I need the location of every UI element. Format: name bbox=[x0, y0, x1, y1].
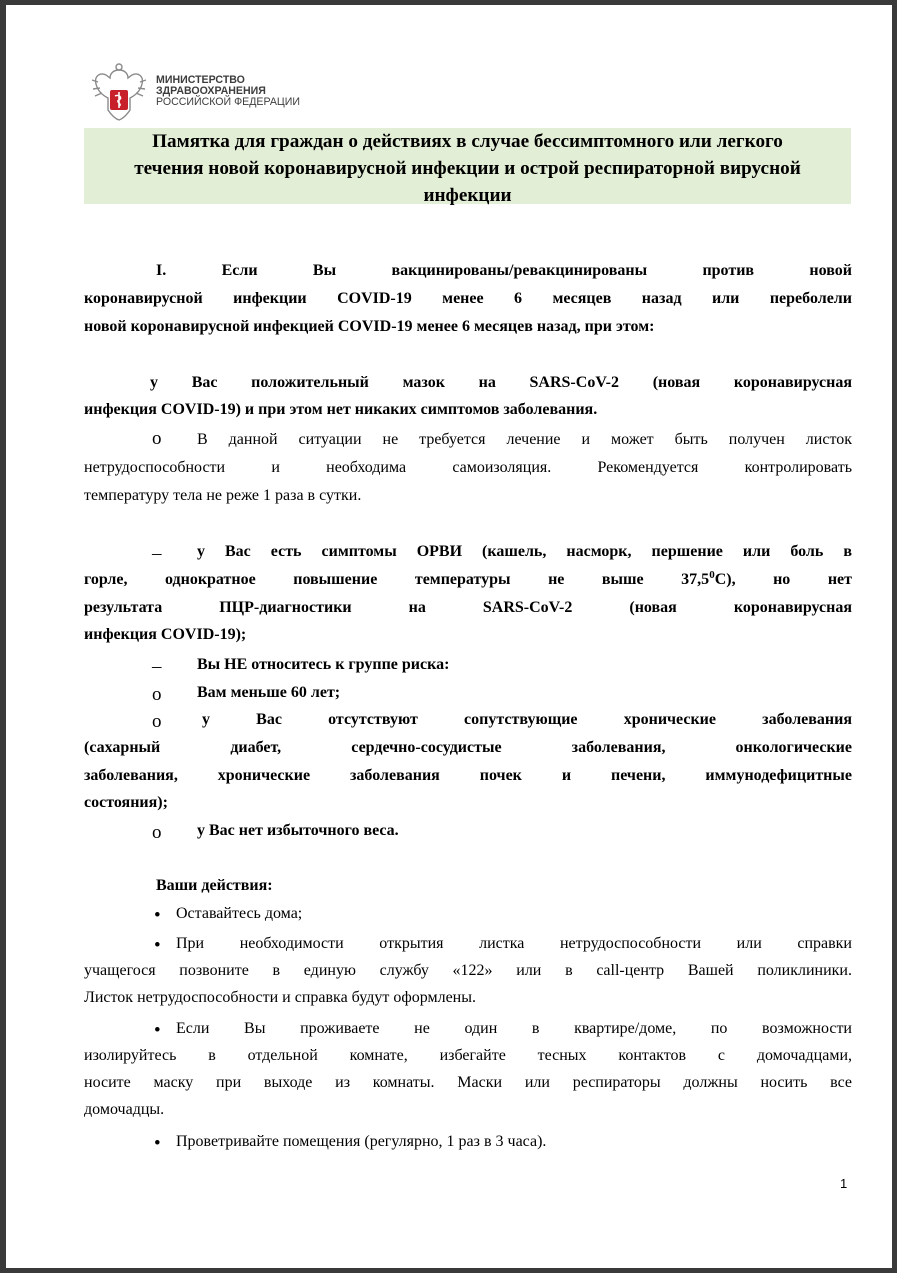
chronic-line-1: у Вас отсутствуют сопутствующие хронические заболевания bbox=[202, 711, 852, 728]
section-1-line-3: новой коронавирусной инфекцией COVID-19 менее 6 месяцев назад, при этом: bbox=[84, 318, 655, 335]
bullet-icon: • bbox=[154, 1020, 161, 1041]
case-1-text-1: В данной ситуации не требуется лечение и может быть получен листок bbox=[197, 431, 852, 448]
action-2-line-1: При необходимости открытия листка нетрудоспособности или справки bbox=[176, 935, 852, 952]
chronic-line-3: заболевания, хронические заболевания почек и печени, иммунодефицитные bbox=[84, 767, 852, 784]
action-3-line-1: Если Вы проживаете не один в квартире/доме, по возможности bbox=[176, 1020, 852, 1037]
action-2-line-3: Листок нетрудоспособности и справка будут оформлены. bbox=[84, 989, 476, 1006]
case-2-line-1: у Вас есть симптомы ОРВИ (кашель, насморк, першение или боль в bbox=[197, 543, 852, 560]
case-2-line-3: результата ПЦР-диагностики на SARS-CoV-2 (новая коронавирусная bbox=[84, 599, 852, 616]
circle-bullet-icon: o bbox=[152, 711, 162, 732]
page-number: 1 bbox=[840, 1176, 848, 1191]
case-1-line-1: у Вас положительный мазок на SARS-CoV-2 (новая коронавирусная bbox=[150, 374, 852, 391]
section-1-line-2: коронавирусной инфекции COVID-19 менее 6 месяцев назад или переболели bbox=[84, 290, 852, 307]
case-2-line-2b: С), но нет bbox=[714, 571, 853, 588]
risk-group-line: Вы НЕ относитесь к группе риска: bbox=[197, 656, 450, 673]
circle-bullet-icon: o bbox=[152, 822, 162, 843]
age-line: Вам меньше 60 лет; bbox=[197, 684, 341, 701]
action-1: Оставайтесь дома; bbox=[176, 905, 303, 922]
logo-line-1: МИНИСТЕРСТВО bbox=[156, 74, 245, 86]
action-4: Проветривайте помещения (регулярно, 1 раз в 3 часа). bbox=[176, 1133, 547, 1150]
dash-bullet-icon: – bbox=[152, 543, 162, 564]
logo-line-3: РОССИЙСКОЙ ФЕДЕРАЦИИ bbox=[156, 96, 300, 108]
case-2-line-4: инфекция COVID-19); bbox=[84, 626, 247, 643]
ministry-logo bbox=[88, 62, 348, 124]
case-1-line-2: инфекция COVID-19) и при этом нет никаких симптомов заболевания. bbox=[84, 401, 598, 418]
case-1-text-3: температуру тела не реже 1 раза в сутки. bbox=[84, 487, 362, 504]
document-title bbox=[84, 128, 851, 204]
case-1-text-2: нетрудоспособности и необходима самоизоляция. Рекомендуется контролировать bbox=[84, 459, 852, 476]
circle-bullet-icon: o bbox=[152, 684, 162, 705]
bullet-icon: • bbox=[154, 905, 161, 926]
case-2-line-2 bbox=[84, 571, 852, 589]
actions-heading: Ваши действия: bbox=[156, 877, 273, 894]
section-1-line-1: I. Если Вы вакцинированы/ревакцинированы против новой bbox=[156, 262, 852, 279]
ministry-name bbox=[156, 75, 300, 108]
degree-sup: 0 bbox=[709, 569, 715, 581]
case-2-line-2a: горле, однократное повышение температуры не выше 37,5 bbox=[84, 571, 710, 588]
chronic-line-2: (сахарный диабет, сердечно-сосудистые заболевания, онкологические bbox=[84, 739, 852, 756]
logo-line-2: ЗДРАВООХРАНЕНИЯ bbox=[156, 85, 266, 97]
action-3-line-3: носите маску при выходе из комнаты. Маски или респираторы должны носить все bbox=[84, 1074, 852, 1091]
circle-bullet-icon: o bbox=[152, 428, 162, 449]
title-line-3: инфекции bbox=[423, 185, 512, 206]
bullet-icon: • bbox=[154, 935, 161, 956]
dash-bullet-icon: – bbox=[152, 656, 162, 677]
weight-line: у Вас нет избыточного веса. bbox=[197, 822, 399, 839]
title-line-1: Памятка для граждан о действиях в случае бессимптомного или легкого bbox=[152, 131, 783, 152]
action-3-line-4: домочадцы. bbox=[84, 1101, 165, 1118]
title-line-2: течения новой коронавирусной инфекции и острой респираторной вирусной bbox=[134, 158, 801, 179]
coat-of-arms-icon bbox=[88, 62, 150, 124]
bullet-icon: • bbox=[154, 1133, 161, 1154]
action-2-line-2: учащегося позвоните в единую службу «122» или в call-центр Вашей поликлиники. bbox=[84, 962, 852, 979]
chronic-line-4: состояния); bbox=[84, 794, 168, 811]
action-3-line-2: изолируйтесь в отдельной комнате, избегайте тесных контактов с домочадцами, bbox=[84, 1047, 852, 1064]
